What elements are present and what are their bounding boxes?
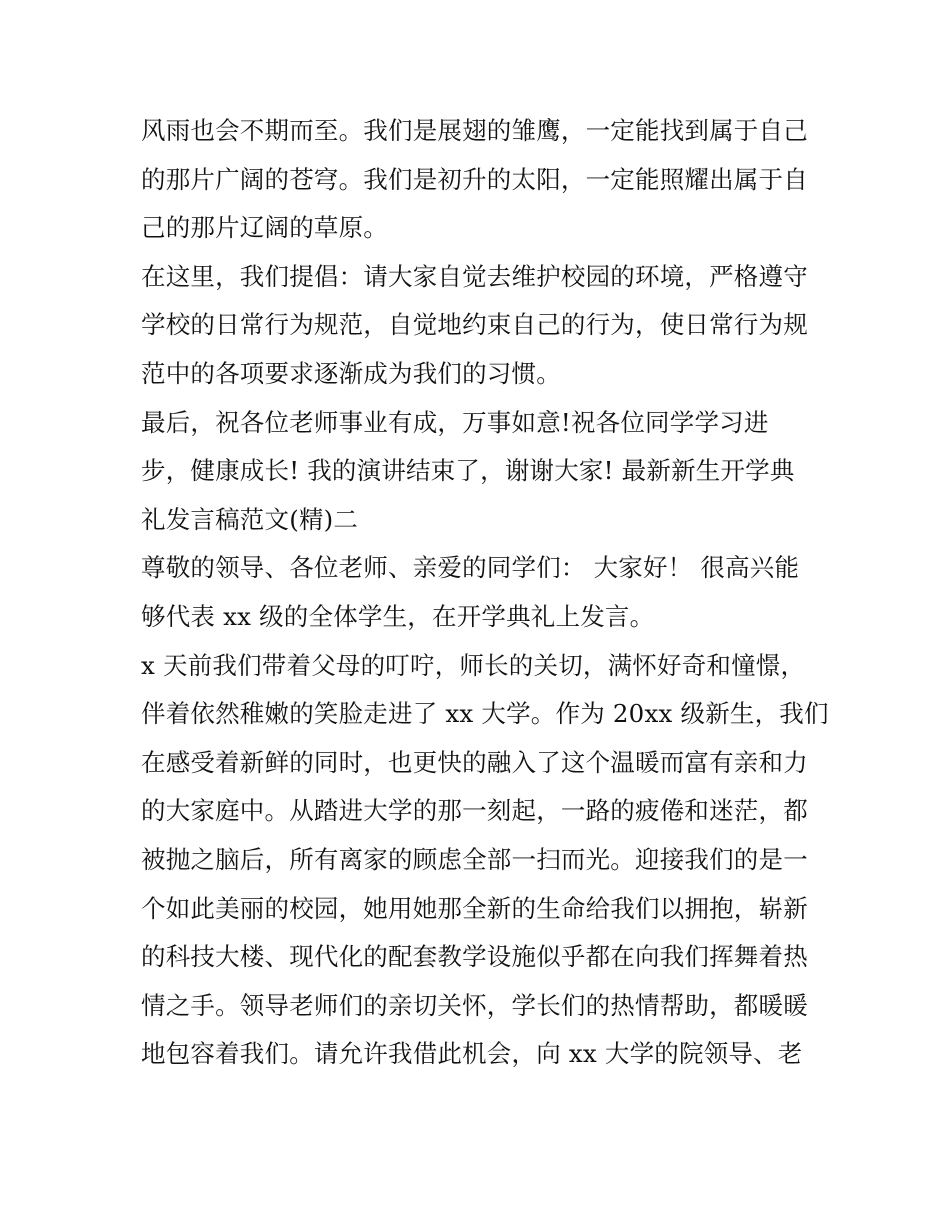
text-line: 的那片广阔的苍穹。我们是初升的太阳，一定能照耀出属于自	[141, 164, 808, 194]
text-line: 己的那片辽阔的草原。	[141, 213, 388, 243]
text-line: 步，健康成长! 我的演讲结束了，谢谢大家! 最新新生开学典	[141, 456, 795, 486]
text-line: 风雨也会不期而至。我们是展翅的雏鹰，一定能找到属于自己	[141, 116, 808, 145]
body-text	[141, 107, 829, 1079]
text-line: 学校的日常行为规范，自觉地约束自己的行为，使日常行为规	[141, 310, 808, 340]
text-line: 的科技大楼、现代化的配套教学设施似乎都在向我们挥舞着热	[141, 942, 808, 972]
text-line: 情之手。领导老师们的亲切关怀，学长们的热情帮助，都暖暖	[141, 990, 808, 1020]
text-line: 被抛之脑后，所有离家的顾虑全部一扫而光。迎接我们的是一	[141, 844, 808, 874]
text-line: 的大家庭中。从踏进大学的那一刻起，一路的疲倦和迷茫，都	[141, 796, 808, 826]
text-line: 范中的各项要求逐渐成为我们的习惯。	[141, 358, 561, 388]
text-line: 尊敬的领导、各位老师、亲爱的同学们： 大家好！ 很高兴能	[141, 553, 800, 583]
text-line: 够代表 xx 级的全体学生，在开学典礼上发言。	[141, 601, 655, 631]
text-line: 礼发言稿范文(精)二	[141, 504, 359, 534]
text-line: 地包容着我们。请允许我借此机会，向 xx 大学的院领导、老	[141, 1039, 803, 1069]
text-line: x 天前我们带着父母的叮咛，师长的关切，满怀好奇和憧憬，	[141, 650, 806, 680]
text-line: 个如此美丽的校园，她用她那全新的生命给我们以拥抱，崭新	[141, 893, 808, 923]
text-line: 最后，祝各位老师事业有成，万事如意!祝各位同学学习进	[141, 407, 769, 437]
text-line: 伴着依然稚嫩的笑脸走进了 xx 大学。作为 20xx 级新生，我们	[141, 699, 829, 729]
text-line: 在这里，我们提倡：请大家自觉去维护校园的环境，严格遵守	[141, 261, 808, 291]
text-line: 在感受着新鲜的同时，也更快的融入了这个温暖而富有亲和力	[141, 747, 808, 777]
